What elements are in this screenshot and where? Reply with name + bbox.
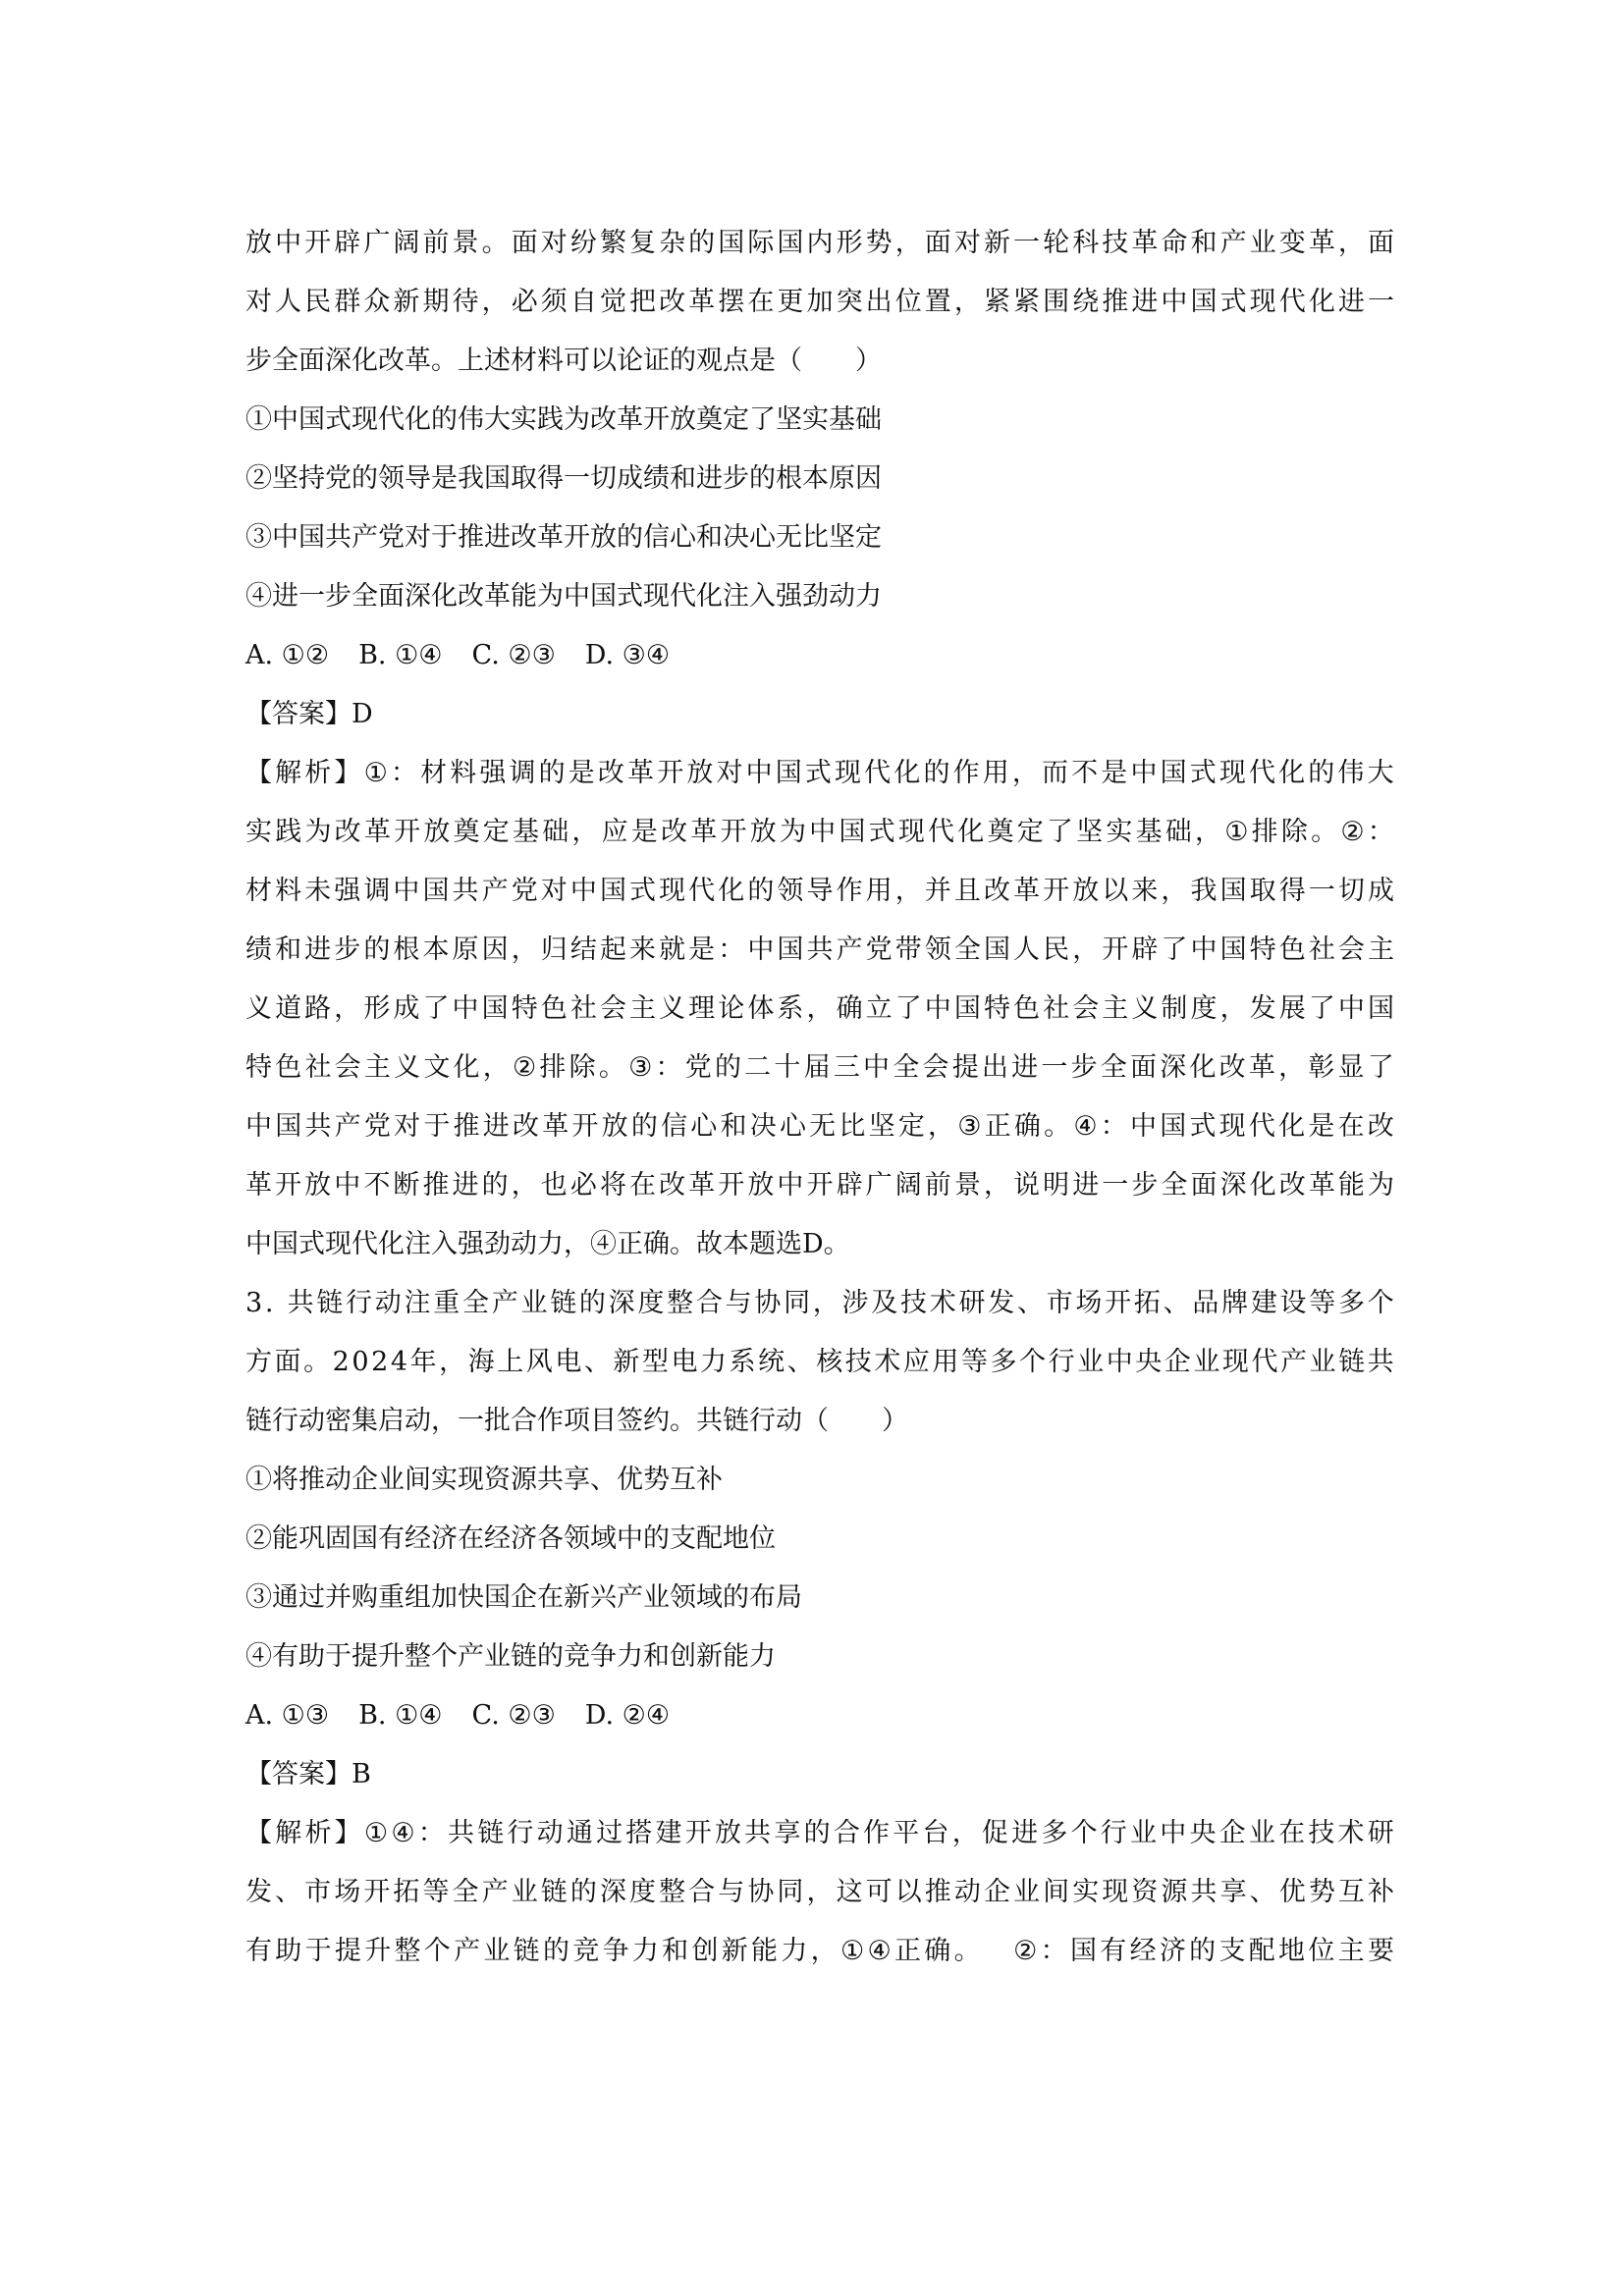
question-3 (245, 1274, 1394, 1981)
q2-option-d: D. ③④ (584, 640, 671, 670)
q3-statement: ①将推动企业间实现资源共享、优势互补 (245, 1465, 723, 1495)
q2-answer: 【答案】D (245, 699, 373, 729)
q3-stem-line: 3 . 共 链 行 动 注 重 全 产 业 链 的 深 度 整 合 与 协 同 ， 涉 及 技 术 研 发 、 市 场 开 拓 、 品 牌 建 设 等 多 个 (245, 1288, 1394, 1318)
q3-stem-line: 链行动密集启动，一批合作项目签约。共链行动（ ） (245, 1406, 908, 1436)
q2-statement: ①中国式现代化的伟大实践为改革开放奠定了坚实基础 (245, 404, 882, 435)
document-page (245, 214, 1394, 1981)
q3-analysis-line: 有 助 于 提 升 整 个 产 业 链 的 竞 争 力 和 创 新 能 力 ， ① ④ 正 确 。 ② ： 国 有 经 济 的 支 配 地 位 主 要 (245, 1936, 1394, 1966)
q3-statement: ④有助于提升整个产业链的竞争力和创新能力 (245, 1641, 776, 1672)
q3-analysis-line: 发 、 市 场 开 拓 等 全 产 业 链 的 深 度 整 合 与 协 同 ， 这 可 以 推 动 企 业 间 实 现 资 源 共 享 、 优 势 互 补 (245, 1877, 1394, 1907)
q3-answer: 【答案】B (245, 1759, 371, 1789)
q2-analysis-line: 中国式现代化注入强劲动力，④正确。故本题选D。 (245, 1229, 850, 1259)
q2-stem-line: 放 中 开 辟 广 阔 前 景 。 面 对 纷 繁 复 杂 的 国 际 国 内 形 势 ， 面 对 新 一 轮 科 技 革 命 和 产 业 变 革 ， 面 (245, 228, 1394, 258)
q2-analysis-line: 义 道 路 ， 形 成 了 中 国 特 色 社 会 主 义 理 论 体 系 ， 确 立 了 中 国 特 色 社 会 主 义 制 度 ， 发 展 了 中 国 (245, 993, 1394, 1024)
q2-analysis-line: 材 料 未 强 调 中 国 共 产 党 对 中 国 式 现 代 化 的 领 导 作 用 ， 并 且 改 革 开 放 以 来 ， 我 国 取 得 一 切 成 (245, 876, 1394, 906)
q2-analysis-line: 革 开 放 中 不 断 推 进 的 ， 也 必 将 在 改 革 开 放 中 开 辟 广 阔 前 景 ， 说 明 进 一 步 全 面 深 化 改 革 能 为 (245, 1170, 1394, 1201)
q2-statement: ②坚持党的领导是我国取得一切成绩和进步的根本原因 (245, 463, 882, 494)
q2-option-b: B. ①④ (358, 640, 443, 670)
q3-statement: ③通过并购重组加快国企在新兴产业领域的布局 (245, 1582, 802, 1613)
q3-stem-line: 方 面 。 2 0 2 4 年 ， 海 上 风 电 、 新 型 电 力 系 统 、 核 技 术 应 用 等 多 个 行 业 中 央 企 业 现 代 产 业 链 共 (245, 1347, 1394, 1377)
q2-analysis-line: 绩 和 进 步 的 根 本 原 因 ， 归 结 起 来 就 是 ： 中 国 共 产 党 带 领 全 国 人 民 ， 开 辟 了 中 国 特 色 社 会 主 (245, 934, 1394, 965)
q3-option-a: A. ①③ (245, 1700, 330, 1731)
q3-option-d: D. ②④ (584, 1700, 671, 1731)
q2-statement: ③中国共产党对于推进改革开放的信心和决心无比坚定 (245, 522, 882, 553)
q3-option-c: C. ②③ (471, 1700, 556, 1731)
q3-statement: ②能巩固国有经济在经济各领域中的支配地位 (245, 1523, 776, 1554)
q3-options (245, 1686, 1394, 1745)
q2-option-a: A. ①② (245, 640, 330, 670)
q2-options (245, 626, 1394, 685)
q2-statement: ④进一步全面深化改革能为中国式现代化注入强劲动力 (245, 581, 882, 612)
q2-analysis-line: 【 解 析 】 ① ： 材 料 强 调 的 是 改 革 开 放 对 中 国 式 现 代 化 的 作 用 ， 而 不 是 中 国 式 现 代 化 的 伟 大 (245, 758, 1394, 788)
q2-stem-line: 对 人 民 群 众 新 期 待 ， 必 须 自 觉 把 改 革 摆 在 更 加 突 出 位 置 ， 紧 紧 围 绕 推 进 中 国 式 现 代 化 进 一 (245, 287, 1394, 317)
q2-stem-line: 步全面深化改革。上述材料可以论证的观点是（ ） (245, 346, 882, 376)
q2-analysis-line: 实 践 为 改 革 开 放 奠 定 基 础 ， 应 是 改 革 开 放 为 中 国 式 现 代 化 奠 定 了 坚 实 基 础 ， ① 排 除 。 ② ： (245, 817, 1394, 847)
q3-option-b: B. ①④ (358, 1700, 443, 1731)
q2-analysis-line: 中 国 共 产 党 对 于 推 进 改 革 开 放 的 信 心 和 决 心 无 比 坚 定 ， ③ 正 确 。 ④ ： 中 国 式 现 代 化 是 在 改 (245, 1111, 1394, 1142)
question-2 (245, 214, 1394, 1274)
q2-option-c: C. ②③ (471, 640, 556, 670)
q2-analysis-line: 特 色 社 会 主 义 文 化 ， ② 排 除 。 ③ ： 党 的 二 十 届 三 中 全 会 提 出 进 一 步 全 面 深 化 改 革 ， 彰 显 了 (245, 1052, 1394, 1083)
q3-analysis-line: 【 解 析 】 ① ④ ： 共 链 行 动 通 过 搭 建 开 放 共 享 的 合 作 平 台 ， 促 进 多 个 行 业 中 央 企 业 在 技 术 研 (245, 1818, 1394, 1848)
